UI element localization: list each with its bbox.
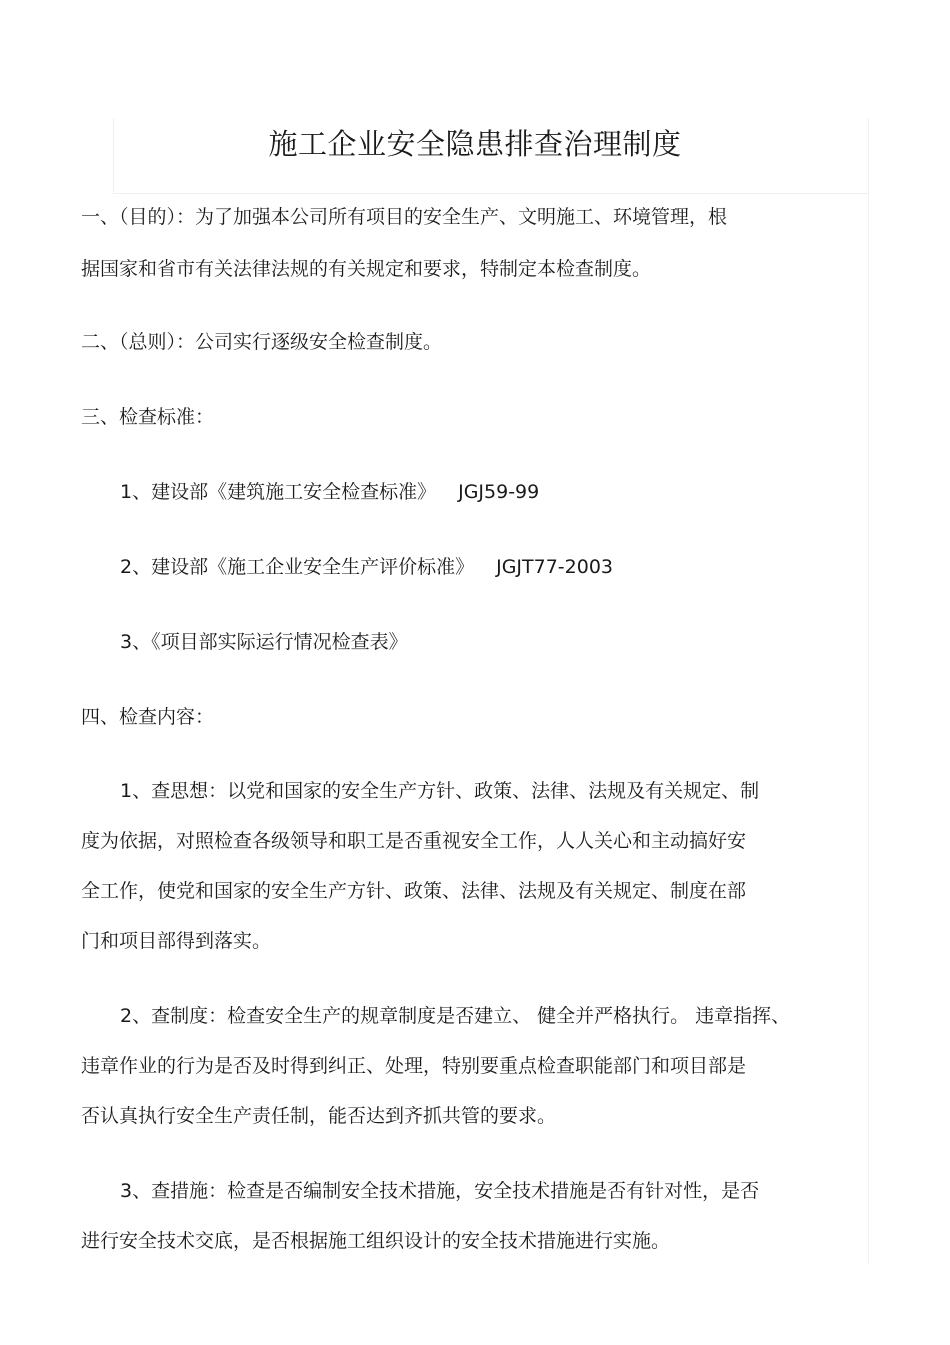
paragraph-line: 门和项目部得到落实。 [81,930,272,952]
standard-code: JGJ59-99 [458,481,540,503]
paragraph-line: 否认真执行安全生产责任制，能否达到齐抓共管的要求。 [81,1105,557,1127]
list-item [120,479,539,505]
paragraph-line: 进行安全技术交底，是否根据施工组织设计的安全技术措施进行实施。 [81,1230,671,1252]
paragraph-line: 2、查制度：检查安全生产的规章制度是否建立、 健全并严格执行。 违章指挥、 [120,1005,791,1027]
page-title: 施工企业安全隐患排查治理制度 [268,127,682,161]
paragraph-line: 据国家和省市有关法律法规的有关规定和要求，特制定本检查制度。 [81,258,652,280]
section-heading: 二、（总则）：公司实行逐级安全检查制度。 [81,331,443,353]
paragraph-line: 全工作，使党和国家的安全生产方针、政策、法律、法规及有关规定、制度在部 [81,880,747,902]
paragraph-line: 度为依据，对照检查各级领导和职工是否重视安全工作，人人关心和主动搞好安 [81,830,747,852]
list-item-text: 1、建设部《建筑施工安全检查标准》 [120,481,437,503]
list-item [120,554,613,580]
section-heading: 三、检查标准： [81,406,215,428]
paragraph-line: 1、查思想：以党和国家的安全生产方针、政策、法律、法规及有关规定、制 [120,780,760,802]
section-heading: 四、检查内容： [81,706,215,728]
list-item: 3、《项目部实际运行情况检查表》 [120,631,408,653]
standard-code: JGJT77-2003 [496,556,614,578]
list-item-text: 2、建设部《施工企业安全生产评价标准》 [120,556,475,578]
page-margin-rule [868,194,869,1264]
paragraph-line: 违章作业的行为是否及时得到纠正、处理，特别要重点检查职能部门和项目部是 [81,1055,747,1077]
paragraph-line: 一、（目的）：为了加强本公司所有项目的安全生产、文明施工、环境管理，根 [81,206,728,228]
paragraph-line: 3、查措施：检查是否编制安全技术措施，安全技术措施是否有针对性，是否 [120,1180,760,1202]
